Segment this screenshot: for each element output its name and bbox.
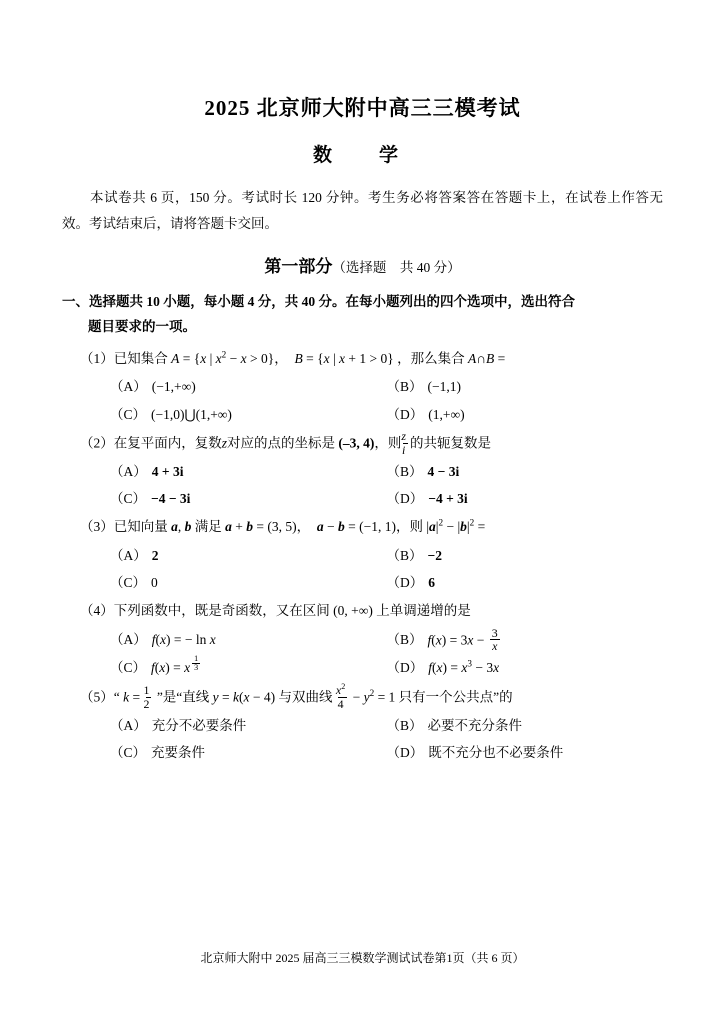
option-d-label: （D） [386,659,424,675]
page-footer: 北京师大附中 2025 届高三三模数学测试试卷第1页（共 6 页） [200,951,525,965]
question-2-number: （2） [80,435,114,451]
option-a[interactable] [110,459,387,485]
question-3-stem: （3）已知向量 a, b 满足 a + b = (3, 5)， a − b = (−1, 1)，则 $|a|^2 - |b|^2$ = [80,517,486,535]
section-name: 第一部分 [264,256,333,276]
option-c-text: f(x) = x $^{\frac{1}{3}}$ [151,653,199,675]
question-4-number: （4） [80,603,114,619]
question-3 [62,514,663,596]
option-c[interactable] [110,740,387,766]
option-a-text: 4 + 3i [151,463,184,479]
question-group-line1: 一、选择题共 10 小题，每小题 4 分，共 40 分。在每小题列出的四个选项中，选出符合 [62,293,575,309]
question-5-stem: （5）“ k = $\frac{1}{2}$ ”是“直线 y = k(x − 4) 与双曲线 $\frac{x^2}{4}$ − $y^2 = 1$ 只有一个公共点”的 [80,681,513,711]
option-a-label: （A） [110,547,147,563]
question-1-math: A = {x | $x^2 - x > 0$}， B = {x | x + 1 > 0} [171,349,398,366]
question-1-stem-prefix: 已知集合 [113,350,168,366]
option-b[interactable] [387,374,664,400]
question-5 [62,683,663,767]
question-1 [62,346,663,428]
question-2-options [62,459,663,513]
option-c-label: （C） [110,491,147,507]
option-c-text: −4 − 3i [151,491,191,507]
option-row [110,570,663,596]
question-3-options [62,543,663,597]
section-header [62,252,663,277]
option-a[interactable] [110,374,387,400]
exam-instructions: 本试卷共 6 页，150 分。考试时长 120 分钟。考生务必将答案答在答题卡上，在试卷上作答无效。考试结束后，请将答题卡交回。 [62,190,663,232]
option-d-text: (1,+∞) [428,406,465,422]
option-c[interactable] [110,655,387,681]
option-a-text: 2 [151,547,159,563]
option-row [110,543,663,569]
question-1-options [62,374,663,428]
option-d[interactable] [387,402,664,428]
option-a-text: f(x) = − ln x [151,631,216,647]
option-a[interactable] [110,627,387,654]
option-b[interactable] [387,713,664,739]
option-row [110,627,663,654]
option-c-label: （C） [110,406,147,422]
option-row [110,713,663,739]
option-a-text: (−1,+∞) [151,379,196,395]
option-d-text: 6 [428,575,435,591]
question-group-heading [62,289,663,340]
question-group-line2: 题目要求的一项。 [88,319,196,335]
option-d-label: （D） [386,406,424,422]
option-d[interactable] [387,740,664,766]
option-d-label: （D） [386,745,424,761]
option-b-text: (−1,1) [427,379,461,395]
option-d[interactable] [387,570,664,596]
option-b-label: （B） [386,379,423,395]
option-b-text: 4 − 3i [427,463,460,479]
option-row [110,374,663,400]
question-4 [62,598,663,681]
question-1-number: （1） [80,350,114,366]
option-c-label: （C） [110,745,147,761]
option-a-label: （A） [110,463,147,479]
question-4-options [62,627,663,681]
question-5-number: （5） [80,689,114,705]
option-row [110,486,663,512]
option-b[interactable] [387,459,664,485]
option-c[interactable] [110,402,387,428]
option-row [110,459,663,485]
option-c-text: (−1,0)⋃(1,+∞) [151,406,232,422]
option-d-text: −4 + 3i [428,491,468,507]
option-b-label: （B） [386,717,423,733]
option-d-label: （D） [386,575,424,591]
option-a-label: （A） [110,379,147,395]
option-row [110,402,663,428]
option-a-label: （A） [110,631,147,647]
question-1-stem-suffix: ，那么集合 A∩B = [397,350,506,366]
question-2-stem: （2）在复平面内，复数z对应的点的坐标是 (–3, 4)，则 $\frac{z}{i}$ 的共轭复数是 [80,428,492,457]
question-1-stem [62,346,663,372]
option-c[interactable] [110,486,387,512]
option-a[interactable] [110,543,387,569]
option-c[interactable] [110,570,387,596]
option-b-label: （B） [386,632,423,648]
subject-title: 数 学 [312,145,412,166]
option-d[interactable] [387,486,664,512]
question-2 [62,430,663,513]
option-c-text: 充要条件 [151,745,206,761]
option-c-text: 0 [151,575,158,591]
option-d-label: （D） [386,491,424,507]
option-d-text: $f(x) = x^3 - 3x$ [428,658,500,675]
option-row [110,655,663,681]
option-a-label: （A） [110,717,147,733]
option-b-label: （B） [386,463,423,479]
option-b[interactable] [387,627,664,654]
option-c-label: （C） [110,575,147,591]
question-4-stem: （4）下列函数中，既是奇函数，又在区间 (0, +∞) 上单调递增的是 [80,603,471,619]
option-b-label: （B） [386,547,423,563]
section-note: （选择题 共 40 分） [332,259,461,275]
option-a[interactable] [110,713,387,739]
question-3-number: （3） [80,519,114,535]
option-c-label: （C） [110,659,147,675]
option-b-text: f(x) = 3x − $\frac{3}{x}$ [427,625,498,654]
option-d[interactable] [387,655,664,681]
option-b-text: −2 [427,547,442,563]
option-row [110,740,663,766]
option-b-text: 必要不充分条件 [427,717,523,733]
page-title: 2025 北京师大附中高三三模考试 [204,96,521,120]
option-d-text: 既不充分也不必要条件 [428,745,564,761]
option-a-text: 充分不必要条件 [151,717,247,733]
question-5-options [62,713,663,767]
option-b[interactable] [387,543,664,569]
